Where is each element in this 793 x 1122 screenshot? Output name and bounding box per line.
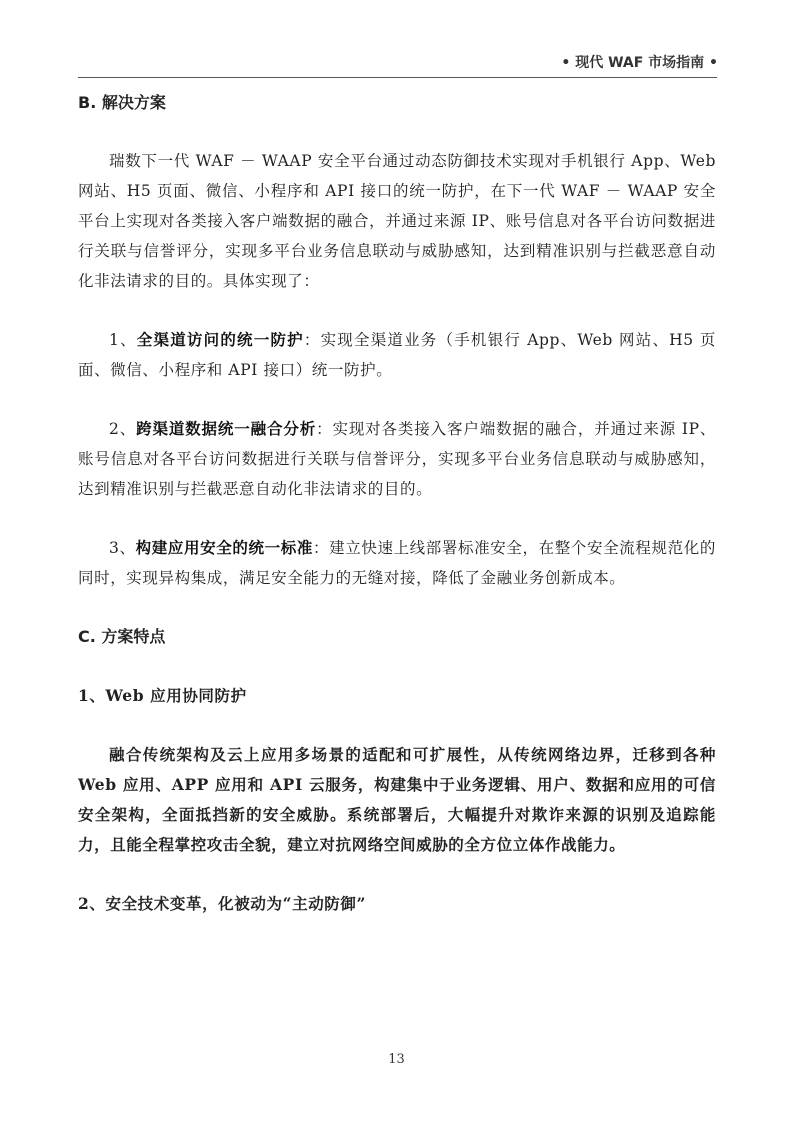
section-b-intro: 瑞数下一代 WAF － WAAP 安全平台通过动态防御技术实现对手机银行 App、Web 网站、H5 页面、微信、小程序和 API 接口的统一防护，在下一代 WAF － WAAP 安全平台上实现对各类接入客户端数据的融合，并通过来源 IP、账号信息对各平台访问数据进行关联与信誉评分，实现多平台业务信息联动与威胁感知，达到精准识别与拦截恶意自动化非法请求的目的。具体实现了：: [78, 152, 716, 290]
item-title: 构建应用安全的统一标准: [135, 538, 313, 557]
item-title: 全渠道访问的统一防护: [136, 330, 304, 349]
section-b-heading: B. 解决方案: [78, 93, 166, 112]
item-prefix: 1、: [109, 331, 137, 349]
section-c-heading: C. 方案特点: [78, 627, 166, 646]
feature-1-text: 融合传统架构及云上应用多场景的适配和可扩展性，从传统网络边界，迁移到各种 Web 应用、APP 应用和 API 云服务，构建集中于业务逻辑、用户、数据和应用的可信安全架构，全面抵挡新的安全威胁。系统部署后，大幅提升对欺诈来源的识别及追踪能力，且能全程掌控攻击全貌，建立对抗网络空间威胁的全方位立体作战能力。: [78, 745, 716, 854]
feature-2-title: 2、安全技术变革，化被动为“主动防御”: [78, 894, 367, 913]
item-title: 跨渠道数据统一融合分析: [136, 419, 317, 438]
item-prefix: 3、: [109, 539, 136, 557]
solution-item-2: [78, 414, 716, 504]
item-text: ：实现对各类接入客户端数据的融合，并通过来源 IP、账号信息对各平台访问数据进行关联与信誉评分，实现多平台业务信息联动与威胁感知，达到精准识别与拦截恶意自动化非法请求的目的。: [78, 420, 716, 498]
header-divider: [78, 77, 717, 78]
item-text: ：建立快速上线部署标准安全，在整个安全流程规范化的同时，实现异构集成，满足安全能力的无缝对接，降低了金融业务创新成本。: [78, 539, 716, 587]
page-number: 13: [388, 1052, 405, 1067]
item-prefix: 2、: [109, 420, 137, 438]
solution-item-3: [78, 533, 716, 593]
feature-1-title: 1、Web 应用协同防护: [78, 686, 247, 705]
running-header: • 现代 WAF 市场指南 •: [561, 55, 718, 71]
solution-item-1: [78, 325, 716, 385]
page-content: [78, 88, 716, 919]
item-text: ：实现全渠道业务（手机银行 App、Web 网站、H5 页面、微信、小程序和 API 接口）统一防护。: [78, 331, 716, 379]
